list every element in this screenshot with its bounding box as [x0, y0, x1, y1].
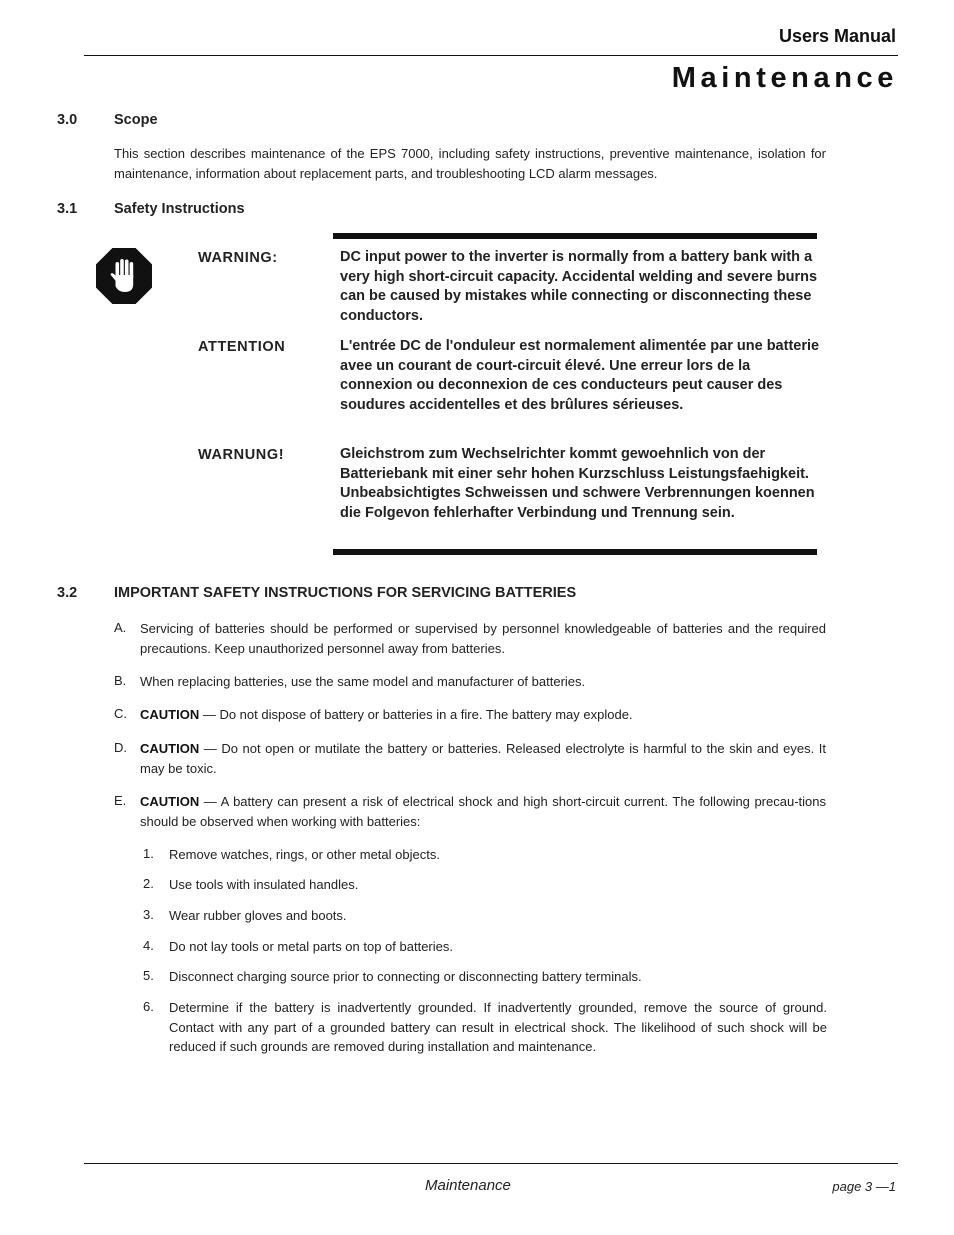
precaution-text: Wear rubber gloves and boots.: [169, 908, 347, 923]
list-item: [140, 739, 826, 778]
list-item: [140, 705, 826, 725]
warning-text-de: Gleichstrom zum Wechselrichter kommt gewoehnlich von der Batteriebank mit einer sehr hohen Kurzschluss Leistungsfaehigkeit. Unbeabsichtigtes Schweissen und schwere Verbrennungen koennen die Folgevon fehlerhafter Verbindung und Trennung sein.: [340, 446, 815, 521]
warning-label-fr: ATTENTION: [198, 339, 286, 355]
warning-rule-top: [333, 233, 817, 239]
footer-rule: [84, 1163, 898, 1164]
section-title-scope: Scope: [114, 112, 158, 128]
list-item-text: When replacing batteries, use the same model and manufacturer of batteries.: [140, 674, 586, 689]
precaution-text: Disconnect charging source prior to connecting or disconnecting battery terminals.: [169, 969, 642, 984]
list-item-text: — Do not open or mutilate the battery or batteries. Released electrolyte is harmful to the skin and eyes. It may be toxic.: [140, 741, 826, 776]
precaution-number: 2.: [143, 876, 154, 891]
chapter-title: Maintenance: [671, 62, 898, 94]
caution-label: CAUTION: [140, 707, 200, 722]
precaution-text: Do not lay tools or metal parts on top of batteries.: [169, 939, 453, 954]
list-item-letter: C.: [114, 706, 127, 721]
precaution-text: Remove watches, rings, or other metal objects.: [169, 847, 440, 862]
footer-section-name: Maintenance: [425, 1177, 511, 1194]
warning-rule-bottom: [333, 549, 817, 555]
precaution-number: 1.: [143, 846, 154, 861]
section-number: 3.1: [57, 201, 78, 217]
stop-hand-icon: [96, 248, 152, 304]
precaution-text: Use tools with insulated handles.: [169, 877, 359, 892]
section-title-safety: Safety Instructions: [114, 201, 245, 217]
list-item-letter: D.: [114, 740, 127, 755]
scope-paragraph: This section describes maintenance of the EPS 7000, including safety instructions, preventive maintenance, isolation for maintenance, information about replacement parts, and troubleshooting LCD alarm messages.: [114, 146, 826, 181]
caution-label: CAUTION: [140, 741, 200, 756]
precaution-text: Determine if the battery is inadvertently grounded. If inadvertently grounded, remove the source of ground. Contact with any part of a grounded battery can result in electrical shock. The likelihood of such shock will be reduced if such grounds are removed during installation and maintenance.: [169, 1000, 827, 1054]
warning-label-de: WARNUNG!: [198, 447, 285, 463]
section-number: 3.2: [57, 585, 78, 601]
list-item: [140, 672, 826, 692]
warning-text-en: DC input power to the inverter is normally from a battery bank with a very high short-circuit capacity. Accidental welding and severe burns can be caused by mistakes while connecting or disconnecting these conductors.: [340, 249, 818, 324]
list-item-letter: A.: [114, 620, 127, 635]
header-rule: [84, 55, 898, 56]
section-title-batteries: IMPORTANT SAFETY INSTRUCTIONS FOR SERVICING BATTERIES: [114, 585, 577, 601]
list-item-text: Servicing of batteries should be performed or supervised by personnel knowledgeable of batteries and the required precautions. Keep unauthorized personnel away from batteries.: [140, 621, 826, 656]
warning-text-fr: L'entrée DC de l'onduleur est normalement alimentée par une batterie avee un courant de court-circuit élevé. Une erreur lors de la connexion ou deconnexion de ces conducteurs peut causer des soudures accidentelles et des brûlures sérieuses.: [340, 338, 820, 413]
warning-label-en: WARNING:: [198, 250, 278, 266]
precaution-number: 6.: [143, 999, 154, 1014]
list-item-letter: E.: [114, 793, 127, 808]
list-item-text: — Do not dispose of battery or batteries in a fire. The battery may explode.: [199, 707, 633, 722]
footer-page-number: page 3 —1: [832, 1179, 896, 1194]
precaution-number: 3.: [143, 907, 154, 922]
caution-label: CAUTION: [140, 794, 200, 809]
list-item: [140, 792, 826, 831]
list-item-letter: B.: [114, 673, 127, 688]
precaution-number: 4.: [143, 938, 154, 953]
list-item-text: — A battery can present a risk of electrical shock and high short-circuit current. The following precau-tions should be observed when working with batteries:: [140, 794, 826, 829]
precaution-number: 5.: [143, 968, 154, 983]
section-number: 3.0: [57, 112, 78, 128]
manual-label: Users Manual: [778, 26, 896, 46]
list-item: [140, 619, 826, 658]
